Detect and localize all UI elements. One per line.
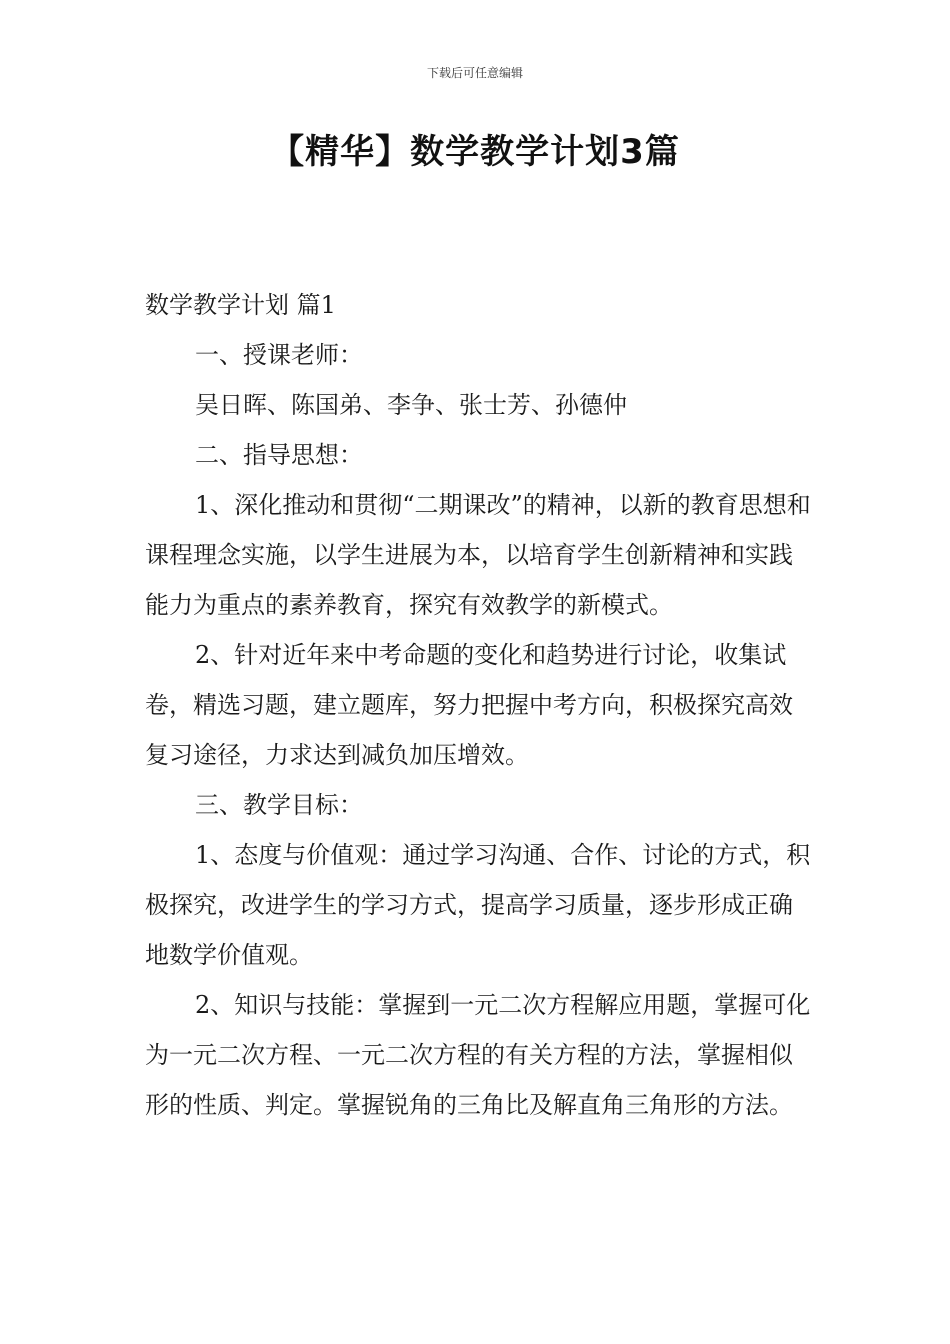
paragraph: 1、态度与价值观：通过学习沟通、合作、讨论的方式，积极探究，改进学生的学习方式，提高学习质量，逐步形成正确地数学价值观。 [145,841,811,969]
document-body [145,280,815,1130]
document-title: 【精华】数学教学计划3篇 [270,132,680,172]
paragraph: 2、知识与技能：掌握到一元二次方程解应用题，掌握可化为一元二次方程、一元二次方程的有关方程的方法，掌握相似形的性质、判定。掌握锐角的三角比及解直角三角形的方法。 [145,991,811,1119]
paragraph: 三、教学目标： [195,791,363,819]
paragraph: 1、深化推动和贯彻“二期课改”的精神，以新的教育思想和课程理念实施，以学生进展为本，以培育学生创新精神和实践能力为重点的素养教育，探究有效教学的新模式。 [145,491,811,619]
paragraph: 一、授课老师： [195,341,363,369]
paragraph: 2、针对近年来中考命题的变化和趋势进行讨论，收集试卷，精选习题，建立题库，努力把握中考方向，积极探究高效复习途径，力求达到减负加压增效。 [145,641,793,769]
paragraph: 二、指导思想： [195,441,363,469]
section-heading: 数学教学计划 篇1 [145,291,336,319]
header-note: 下载后可任意编辑 [426,66,523,80]
paragraph: 吴日晖、陈国弟、李争、张士芳、孙德仲 [195,391,627,419]
